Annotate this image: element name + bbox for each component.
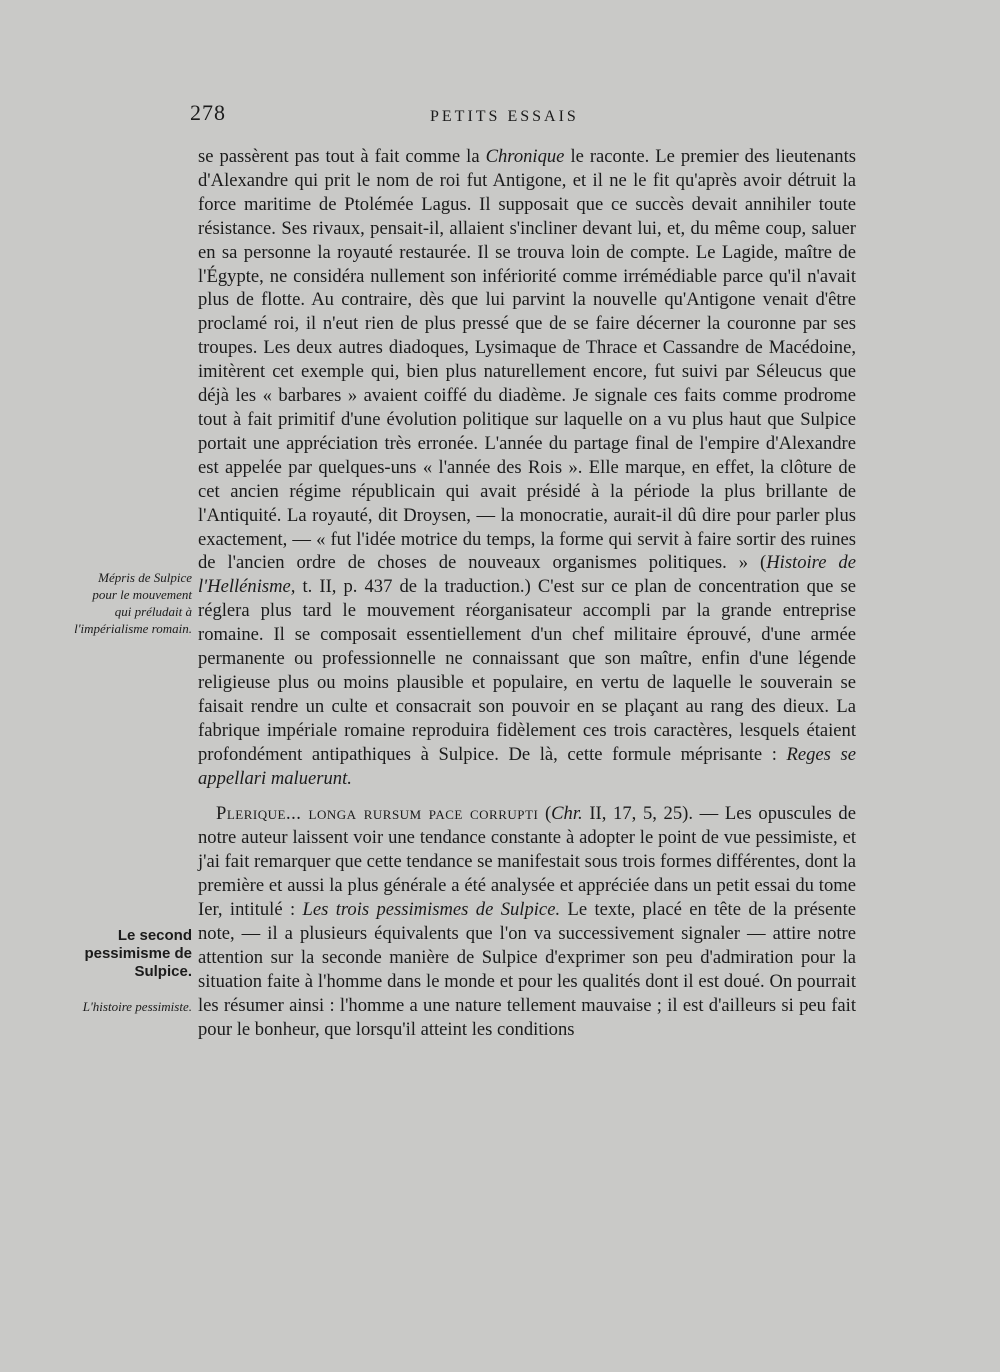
italic-chr: Chr. (551, 803, 583, 825)
italic-reges: Reges se appellari maluerunt. (198, 743, 856, 789)
running-title: PETITS ESSAIS (430, 108, 579, 125)
italic-histoire-hellenisme: Histoire de l'Hellénisme, (198, 552, 856, 598)
page-number: 278 (190, 100, 226, 125)
text-run: II, 17, 5, 25). — Les opuscules de notre auteur laissent voir une tendance constante à adopter le point de vue pessimiste, et j'ai fait remarquer que cette tendance se manifestait sous trois formes différentes, dont la première et aussi la plus générale a été analysée et appréciée dans un petit essai du tome Ier, intitulé : (198, 803, 856, 921)
text-run: ( (538, 803, 552, 825)
body-text (198, 145, 856, 1042)
lemma: Plerique... longa rursum pace corrupti (216, 803, 539, 825)
italic-chronique: Chronique (485, 146, 565, 167)
margin-note-mepris: Mépris de Sulpice pour le mouvement qui préludait à l'impérialisme romain. (74, 570, 192, 636)
text-run: Le texte, placé en tête de la présente note, — il a plusieurs équivalents que l'on va successivement signaler — attire notre attention sur la seconde manière de Sulpice d'exprimer son peu d'admiration pour la situation faite à l'homme dans le monde et pour les qualités dont il est doué. On pourrait les résumer ainsi : l'homme a une nature tellement mauvaise ; il est d'ailleurs si peu fait pour le bonheur, que lorsqu'il atteint les conditions (198, 899, 856, 1040)
margin-note-histoire: L'histoire pessimiste. (82, 999, 192, 1014)
text-run: t. II, p. 437 de la traduction.) C'est sur ce plan de concentration que se réglera plus tard le mouvement réorganisateur accompli par la grande entreprise romaine. Il se composait essentiellement d'un chef militaire éprouvé, d'une armée permanente ou professionnelle ne connaissant que son maître, enfin d'une légende religieuse plus ou moins plausible et populaire, en vertu de laquelle le souverain se faisait rendre un culte et consacrait son pouvoir en se plaçant au rang des dieux. La fabrique impériale romaine reproduira fidèlement ces trois caractères, lesquels étaient profondément antipathiques à Sulpice. De là, cette formule méprisante : (198, 576, 856, 765)
paragraph-1 (198, 145, 856, 790)
italic-trois-pessimismes: Les trois pessimismes de Sulpice. (302, 899, 561, 921)
text-run: le raconte. Le premier des lieutenants d'Alexandre qui prit le nom de roi fut Antigone, et il ne le fit qu'après avoir détruit la force maritime de Ptolémée Lagus. Il supposait que ce succès devait annihiler toute résistance. Ses rivaux, pensait-il, allaient s'incliner devant lui, et, du même coup, saluer en sa personne la royauté restaurée. Il se trouva loin de compte. Le Lagide, maître de l'Égypte, ne considéra nullement son infériorité comme irrémédiable parce qu'il n'avait plus de flotte. Au contraire, dès que lui parvint la nouvelle qu'Antigone venait d'être proclamé roi, il n'eut rien de plus pressé que de se faire décerner la couronne par ses troupes. Les deux autres diadoques, Lysimaque de Thrace et Cassandre de Macédoine, imitèrent cet exemple qui, bien plus naturellement encore, fut suivi par Séleucus que déjà les « barbares » avaient coiffé du diadème. Je signale ces faits comme prodrome tout à fait primitif d'une évolution politique sur laquelle on a vu plus haut que Sulpice portait une appréciation très erronée. L'année du partage final de l'empire d'Alexandre est appelée par quelques-uns « l'année des Rois ». Elle marque, en effet, la clôture de cet ancien régime républicain qui avait présidé à la période la plus brillante de l'Antiquité. La royauté, dit Droysen, — la monocratie, aurait-il dû dire pour parler plus exactement, — « fut l'idée motrice du temps, la forme qui servit à faire sortir des ruines de l'ancien ordre de choses de nouveaux organismes politiques. » ( (198, 146, 856, 574)
text-run: se passèrent pas tout à fait comme la (198, 146, 486, 167)
paragraph-2 (198, 802, 856, 1041)
side-heading-second-pessimism: Le second pessimisme de Sulpice. (84, 927, 192, 980)
page-header (190, 100, 850, 134)
